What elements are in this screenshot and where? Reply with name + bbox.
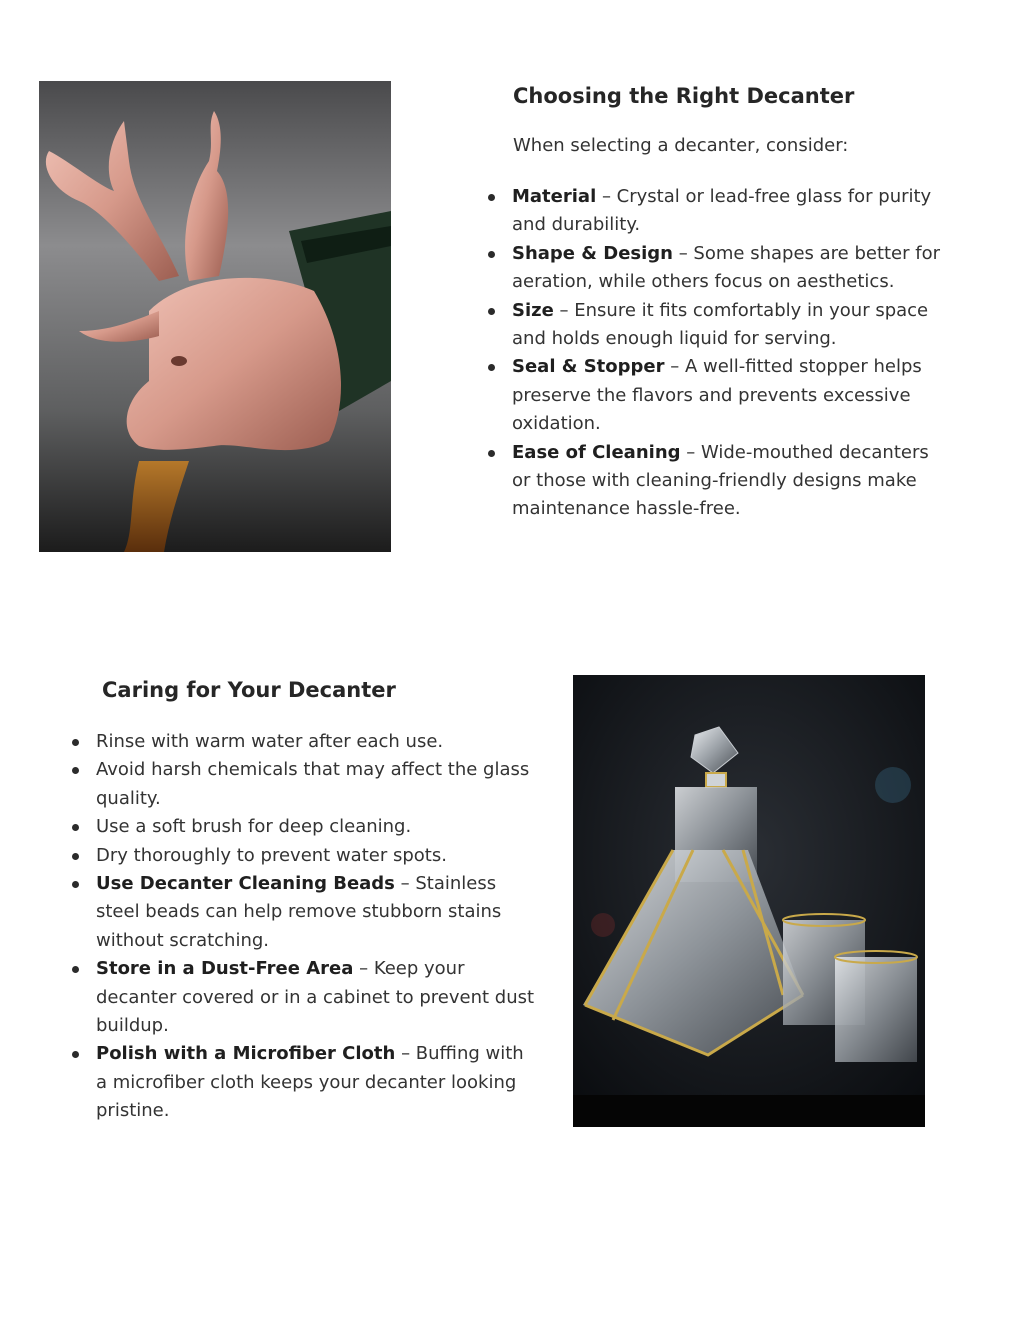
section-intro: When selecting a decanter, consider: (513, 135, 849, 156)
decanter-care-list (96, 728, 536, 1126)
list-item: Polish with a Microfiber Cloth – Buffing with a microfiber cloth keeps your decanter looking pristine. (96, 1040, 536, 1125)
decanter-criteria-list (512, 183, 942, 524)
list-item: Store in a Dust-Free Area – Keep your decanter covered or in a cabinet to prevent dust buildup. (96, 955, 536, 1040)
list-item: Dry thoroughly to prevent water spots. (96, 842, 536, 870)
list-item: Material – Crystal or lead-free glass for purity and durability. (512, 183, 942, 240)
list-item: Ease of Cleaning – Wide-mouthed decanters or those with cleaning-friendly designs make maintenance hassle-free. (512, 439, 942, 524)
list-item: Size – Ensure it fits comfortably in your space and holds enough liquid for serving. (512, 297, 942, 354)
list-item: Avoid harsh chemicals that may affect the glass quality. (96, 756, 536, 813)
list-item: Rinse with warm water after each use. (96, 728, 536, 756)
list-item: Seal & Stopper – A well-fitted stopper helps preserve the flavors and prevents excessive oxidation. (512, 353, 942, 438)
list-item: Shape & Design – Some shapes are better for aeration, while others focus on aesthetics. (512, 240, 942, 297)
section-title-caring: Caring for Your Decanter (102, 678, 396, 702)
section-title-choosing: Choosing the Right Decanter (513, 84, 855, 108)
list-item: Use a soft brush for deep cleaning. (96, 813, 536, 841)
decanter-set-photo (573, 675, 925, 1127)
list-item: Use Decanter Cleaning Beads – Stainless steel beads can help remove stubborn stains without scratching. (96, 870, 536, 955)
stag-pourer-photo (39, 81, 391, 552)
